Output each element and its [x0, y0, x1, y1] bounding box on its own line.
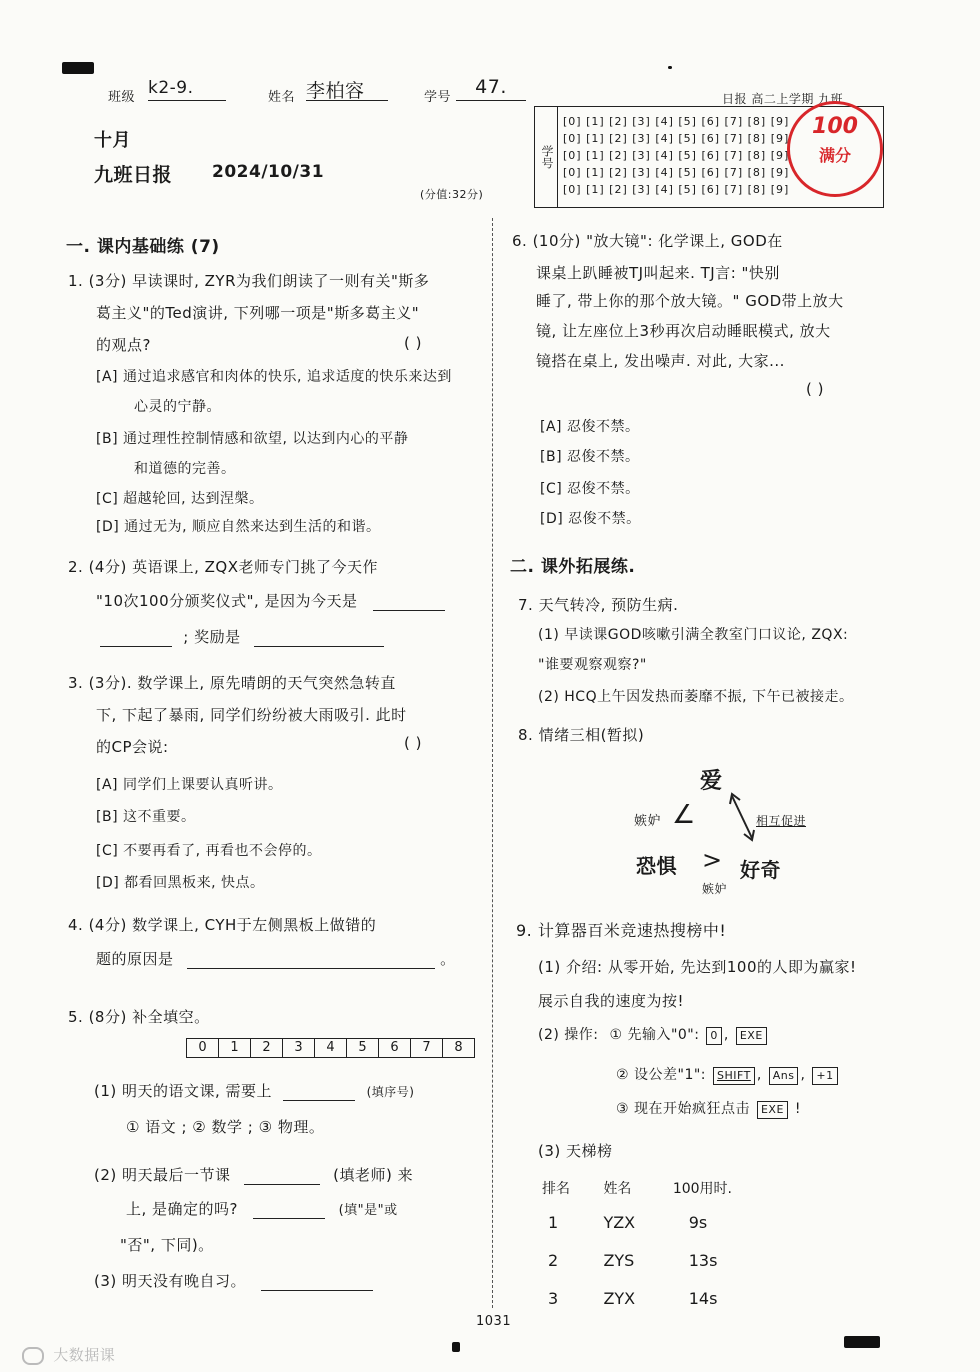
q5-sub2-line1	[94, 1164, 413, 1185]
answer-card-label: 学号	[535, 107, 558, 207]
name-value	[306, 76, 388, 101]
q8-under: 嫉妒	[702, 882, 728, 896]
right-tag: 日报 高二上学期 九班	[722, 92, 844, 106]
q8-right-note: 相互促进	[756, 814, 807, 828]
q9-line2: (1) 介绍: 从零开始, 先达到100的人即为赢家!	[538, 958, 857, 976]
q1-line2: 葛主义"的Ted演讲, 下列哪一项是"斯多葛主义"	[96, 304, 420, 322]
section2-title: 二. 课外拓展练.	[510, 557, 636, 577]
q5-sub1-text: (1) 明天的语文课, 需要上	[94, 1082, 273, 1100]
q9-op-row2: ② 设公差"1": SHIFT , Ans , +1	[616, 1064, 840, 1085]
answer-card	[534, 106, 884, 208]
q2-line3-text: ; 奖励是	[183, 628, 241, 646]
id-value-text: 47.	[475, 76, 507, 98]
section1-title: 一. 课内基础练 (7)	[66, 237, 220, 257]
q1-option-b: [B] 通过理性控制情感和欲望, 以达到内心的平静	[96, 431, 409, 447]
q6-option-a: [A] 忍俊不禁。	[540, 419, 640, 435]
page-title: 九班日报	[94, 164, 173, 186]
q8-bottom-right: 好奇	[740, 858, 781, 882]
table-row	[542, 1242, 762, 1280]
q5-sub2-line3: "否", 下同)。	[120, 1236, 214, 1254]
q1-option-b-cont: 和道德的完善。	[134, 461, 236, 477]
key-exe[interactable]: EXE	[736, 1027, 767, 1045]
row1-name: YZX	[603, 1213, 636, 1232]
q3-option-a: [A] 同学们上课要认真听讲。	[96, 777, 283, 793]
q5-sub3-text: (3) 明天没有晚自习。	[94, 1272, 247, 1290]
q3-option-d: [D] 都看回黑板来, 快点。	[96, 875, 265, 891]
q3-line2: 下, 下起了暴雨, 同学们纷纷被大雨吸引. 此时	[96, 706, 407, 724]
q2-blank-2[interactable]	[100, 628, 172, 647]
watermark-text: 大数据课	[53, 1346, 116, 1364]
q5-line1: 5. (8分) 补全填空。	[68, 1008, 210, 1026]
table-row	[542, 1280, 762, 1318]
q2-blank-1[interactable]	[373, 592, 445, 611]
answer-card-grid	[563, 113, 789, 198]
q5-sub3-line1	[94, 1270, 373, 1291]
header-name: 姓名	[603, 1181, 632, 1197]
key-plus-one[interactable]: +1	[812, 1067, 837, 1085]
class-value-text: k2-9.	[148, 78, 194, 98]
q7-line3: "谁要观察观察?"	[538, 657, 647, 673]
page-number: 1031	[476, 1314, 512, 1329]
month-label: 十月	[94, 130, 131, 151]
q6-option-d: [D] 忍俊不禁。	[540, 511, 641, 527]
watermark-icon	[22, 1347, 44, 1365]
header-time: 100用时.	[672, 1181, 732, 1197]
q5-sub1-line2: ① 语文 ; ② 数学 ; ③ 物理。	[126, 1118, 325, 1136]
q9-board-title: (3) 天梯榜	[538, 1142, 613, 1160]
q3-option-c: [C] 不要再看了, 再看也不会停的。	[96, 843, 322, 859]
q8-arrow	[728, 790, 758, 850]
q6-line3: 睡了, 带上你的那个放大镜。" GOD带上放大	[536, 292, 844, 310]
q5-sub2-line2	[126, 1198, 398, 1219]
corner-mark-tm	[668, 66, 672, 69]
q4-line2-text: 题的原因是	[96, 950, 174, 968]
q6-option-b: [B] 忍俊不禁。	[540, 449, 640, 465]
header-rank: 排名	[542, 1181, 570, 1197]
q5-sub2-blank-1[interactable]	[244, 1166, 320, 1185]
digit-box-2: 2	[250, 1038, 282, 1058]
class-label: 班级	[108, 90, 136, 105]
q2-line3	[100, 626, 384, 647]
table-row	[542, 1204, 762, 1242]
q8-left: 嫉妒	[634, 814, 662, 829]
answer-row-4: [0] [1] [2] [3] [4] [5] [6] [7] [8] [9]	[563, 166, 790, 179]
q1-line3: 的观点?	[96, 336, 151, 354]
score-stamp	[787, 101, 883, 197]
q2-line1: 2. (4分) 英语课上, ZQX老师专门挑了今天作	[68, 558, 378, 576]
digit-box-6: 6	[378, 1038, 410, 1058]
q9-op-row3	[616, 1098, 801, 1119]
q6-line4: 镜, 让左座位上3秒再次启动睡眠模式, 放大	[536, 322, 831, 340]
q2-line2-text: "10次100分颁奖仪式", 是因为今天是	[96, 592, 358, 610]
q9-line1: 9. 计算器百米竞速热搜榜中!	[516, 921, 727, 940]
name-value-text: 李柏容	[306, 80, 365, 102]
digit-box-1: 1	[218, 1038, 250, 1058]
q5-sub1-blank[interactable]	[283, 1082, 355, 1101]
q1-option-d: [D] 通过无为, 顺应自然来达到生活的和谐。	[96, 519, 381, 535]
leaderboard	[542, 1178, 762, 1318]
q1-paren: ( )	[404, 334, 422, 352]
q1-option-c: [C] 超越轮回, 达到涅槃。	[96, 491, 264, 507]
q9-op2: ② 设公差"1":	[616, 1067, 707, 1083]
corner-mark-bm	[452, 1342, 460, 1352]
q7-line4: (2) HCQ上午因发热而萎靡不振, 下午已被接走。	[538, 689, 854, 705]
digit-box-4: 4	[314, 1038, 346, 1058]
leaderboard-header	[542, 1178, 762, 1204]
digit-box-7: 7	[410, 1038, 442, 1058]
id-label: 学号	[424, 90, 452, 105]
corner-mark-br	[844, 1336, 880, 1348]
q9-op3: ③ 现在开始疯狂点击	[616, 1101, 751, 1117]
q8-top: 爱	[700, 769, 723, 794]
corner-mark-tl	[62, 62, 94, 74]
q7-line2: (1) 早读课GOD咳嗽引满全教室门口议论, ZQX:	[538, 627, 849, 643]
answer-row-3: [0] [1] [2] [3] [4] [5] [6] [7] [8] [9]	[563, 149, 790, 162]
q2-line2	[96, 590, 445, 611]
q1-line1: 1. (3分) 早读课时, ZYR为我们朗读了一则有关"斯多	[68, 272, 430, 290]
q1-option-a-cont: 心灵的宁静。	[134, 399, 221, 415]
q3-line1: 3. (3分). 数学课上, 原先晴朗的天气突然急转直	[68, 674, 396, 692]
q5-sub2-line2-text: 上, 是确定的吗?	[126, 1200, 238, 1218]
q3-line3: 的CP会说:	[96, 738, 169, 756]
row1-time: 9s	[688, 1213, 708, 1232]
digit-box-0: 0	[186, 1038, 218, 1058]
q5-sub2-hint: (填老师) 来	[333, 1166, 414, 1184]
answer-row-2: [0] [1] [2] [3] [4] [5] [6] [7] [8] [9]	[563, 132, 790, 145]
q5-sub1-line1	[94, 1080, 415, 1101]
q9-op3-tail: !	[794, 1101, 801, 1117]
key-exe-2[interactable]: EXE	[757, 1101, 788, 1119]
q4-line2	[96, 948, 456, 969]
digit-box-3: 3	[282, 1038, 314, 1058]
q9-op-row1: (2) 操作: ① 先输入"0": 0 , EXE	[538, 1024, 769, 1045]
name-label: 姓名	[268, 90, 296, 105]
q6-line5: 镜搭在桌上, 发出噪声. 对此, 大家...	[536, 352, 785, 370]
answer-row-5: [0] [1] [2] [3] [4] [5] [6] [7] [8] [9]	[563, 183, 790, 196]
q6-line2: 课桌上趴睡被TJ叫起来. TJ言: "快别	[536, 264, 780, 282]
row1-rank: 1	[548, 1213, 559, 1232]
q5-sub2-hint2: (填"是"或	[338, 1203, 398, 1218]
column-divider	[492, 218, 493, 1308]
row2-rank: 2	[548, 1251, 559, 1270]
q6-line1: 6. (10分) "放大镜": 化学课上, GOD在	[512, 232, 783, 250]
q6-option-c: [C] 忍俊不禁。	[540, 481, 640, 497]
stamp-score: 100	[812, 114, 858, 139]
q4-blank[interactable]	[187, 950, 435, 969]
total-score: (分值:32分)	[420, 188, 484, 201]
q8-bottom-left: 恐惧	[636, 854, 677, 878]
q8-greater-sign: >	[702, 846, 723, 874]
q7-line1: 7. 天气转冷, 预防生病.	[518, 596, 679, 614]
id-value	[456, 76, 526, 101]
digit-box-8: 8	[442, 1038, 475, 1058]
q9-line3: 展示自我的速度为按!	[538, 992, 685, 1010]
q9-op-label: (2) 操作:	[538, 1027, 599, 1043]
class-value	[148, 78, 226, 101]
row3-name: ZYX	[603, 1289, 636, 1308]
q5-sub3-blank[interactable]	[261, 1272, 373, 1291]
q5-sub2-blank-2[interactable]	[253, 1200, 325, 1219]
q1-option-a: [A] 通过追求感官和肉体的快乐, 追求适度的快乐来达到	[96, 369, 452, 385]
q3-option-b: [B] 这不重要。	[96, 809, 196, 825]
answer-row-1: [0] [1] [2] [3] [4] [5] [6] [7] [8] [9]	[563, 115, 790, 128]
q3-paren: ( )	[404, 734, 422, 752]
q9-op1: ① 先输入"0":	[609, 1027, 700, 1043]
key-ans[interactable]: Ans	[769, 1067, 799, 1085]
q5-digit-boxes	[186, 1038, 475, 1058]
row2-time: 13s	[688, 1251, 718, 1270]
q5-sub1-hint: (填序号)	[366, 1085, 415, 1099]
row3-time: 14s	[688, 1289, 718, 1308]
q6-paren: ( )	[806, 380, 824, 398]
row3-rank: 3	[548, 1289, 559, 1308]
row2-name: ZYS	[603, 1251, 635, 1270]
watermark	[22, 1344, 115, 1365]
q4-tail: 。	[440, 950, 456, 968]
key-shift[interactable]: SHIFT	[713, 1067, 755, 1085]
q8-line1: 8. 情绪三相(暂拟)	[518, 726, 645, 744]
q8-less-sign: ∠	[672, 800, 696, 830]
report-date: 2024/10/31	[212, 162, 325, 182]
stamp-text: 满分	[818, 146, 851, 165]
key-zero[interactable]: 0	[706, 1027, 722, 1045]
q2-blank-3[interactable]	[254, 628, 384, 647]
q4-line1: 4. (4分) 数学课上, CYH于左侧黑板上做错的	[68, 916, 377, 934]
digit-box-5: 5	[346, 1038, 378, 1058]
q5-sub2-text: (2) 明天最后一节课	[94, 1166, 231, 1184]
